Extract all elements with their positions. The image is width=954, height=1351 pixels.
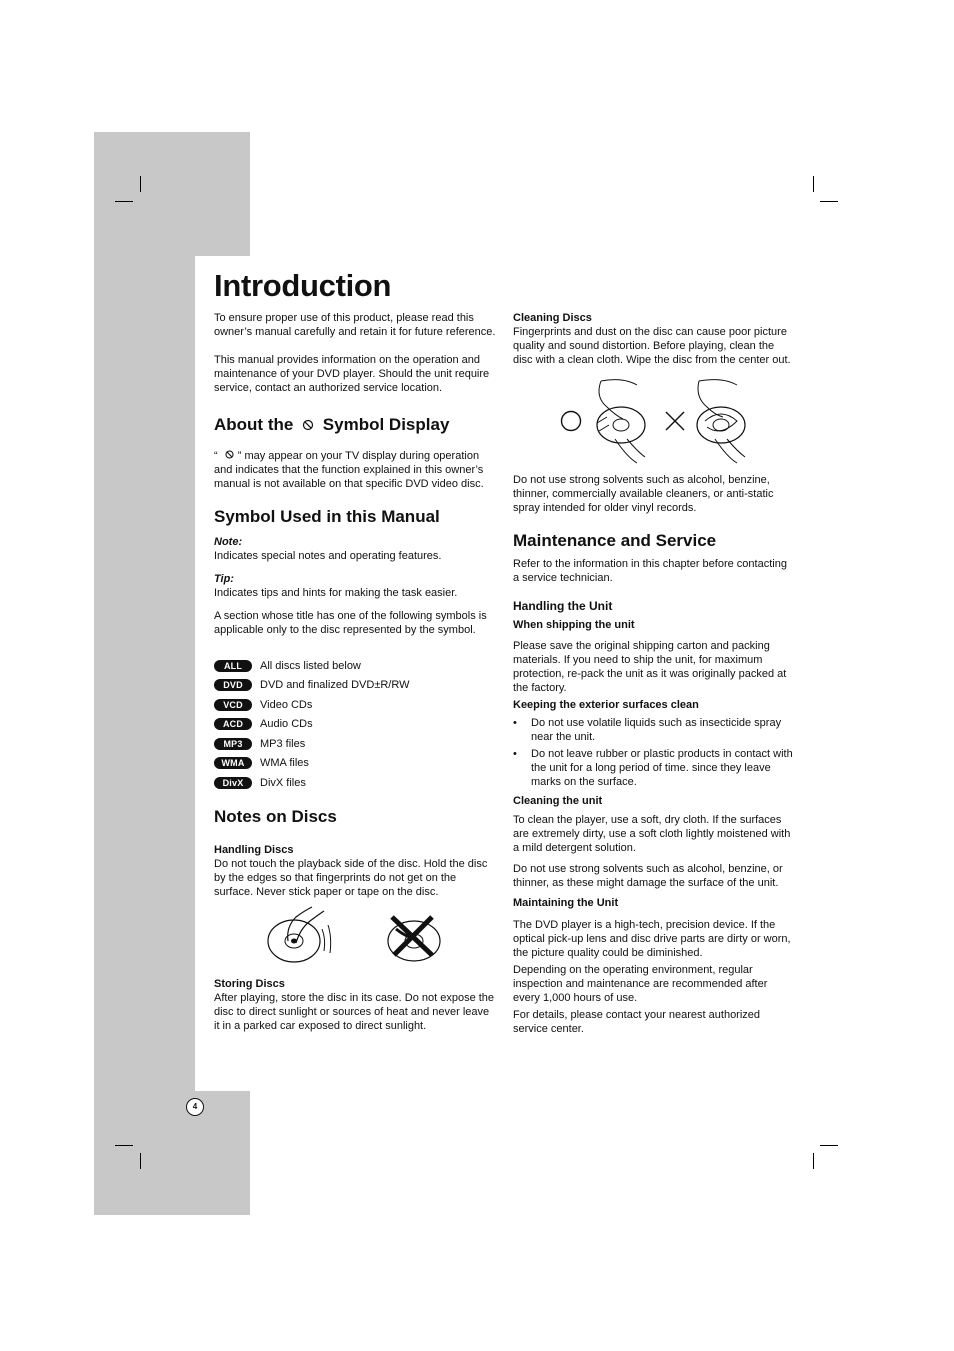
disc-badge: ALL	[214, 660, 252, 672]
disc-symbol-list	[214, 656, 496, 793]
crop-mark	[813, 1153, 814, 1169]
disc-hold-correct-icon	[266, 905, 346, 967]
tip-label: Tip:	[214, 573, 234, 586]
crop-mark	[115, 201, 133, 202]
maintaining-heading: Maintaining the Unit	[513, 897, 619, 909]
disc-symbol-row	[214, 773, 496, 793]
storing-discs-text: After playing, store the disc in its case. Do not expose the disc to direct sunlight or sources of heat and never leave it in a parked car exposed to direct sunlight.	[214, 991, 495, 1032]
storing-discs-heading: Storing Discs	[214, 977, 285, 990]
bullet-text: Do not leave rubber or plastic products in contact with the unit for a long period of time. since they leave marks on the surface.	[531, 748, 793, 788]
wipe-center-out-icon	[593, 377, 653, 467]
disc-badge: WMA	[214, 757, 252, 769]
about-symbol-heading	[214, 415, 496, 435]
disc-label: Video CDs	[260, 698, 313, 711]
tip-text: Indicates tips and hints for making the task easier.	[214, 587, 458, 600]
disc-label: All discs listed below	[260, 659, 361, 672]
correct-circle-icon	[559, 409, 583, 433]
cleaning-discs-text: Fingerprints and dust on the disc can cause poor picture quality and sound distortion. Before playing, clean the disc with a clean cloth. Wipe the disc from the center out.	[513, 326, 791, 366]
incorrect-cross-icon	[663, 409, 687, 433]
crop-mark	[115, 1145, 133, 1146]
disc-badge: DVD	[214, 679, 252, 691]
right-column	[513, 311, 795, 1036]
wipe-circular-icon	[693, 377, 753, 467]
disc-symbol-row	[214, 695, 496, 715]
symbols-heading: Symbol Used in this Manual	[214, 507, 440, 527]
intro-paragraph: To ensure proper use of this product, please read this owner’s manual carefully and retain it for future reference.	[214, 312, 496, 338]
disc-label: WMA files	[260, 757, 309, 770]
disc-symbol-row	[214, 656, 496, 676]
disc-symbol-row	[214, 715, 496, 735]
cleaning-unit-text: To clean the player, use a soft, dry cloth. If the surfaces are extremely dirty, use a soft cloth lightly moistened with a mild detergent solution.	[513, 814, 791, 854]
heading-text: About the	[214, 415, 294, 434]
crop-mark	[140, 176, 141, 192]
notes-on-discs-heading: Notes on Discs	[214, 806, 337, 826]
section-text: A section whose title has one of the following symbols is applicable only to the disc represented by the symbol.	[214, 610, 487, 637]
left-column	[214, 311, 496, 1033]
maintaining-text: Depending on the operating environment, regular inspection and maintenance are recommended after every 1,000 hours of use.	[513, 964, 768, 1004]
bullet-item	[513, 716, 795, 744]
handling-discs-text: Do not touch the playback side of the disc. Hold the disc by the edges so that fingerprints do not get on the surface. Never stick paper or tape on the disc.	[214, 857, 488, 898]
maintaining-text: The DVD player is a high-tech, precision device. If the optical pick-up lens and disc drive parts are dirty or worn, the picture quality could be diminished.	[513, 919, 791, 959]
disc-label: DVD and finalized DVD±R/RW	[260, 679, 410, 692]
disc-badge: MP3	[214, 738, 252, 750]
cleaning-discs-heading: Cleaning Discs	[513, 312, 592, 324]
maintenance-intro: Refer to the information in this chapter before contacting a service technician.	[513, 558, 787, 584]
disc-handling-illustration	[214, 905, 496, 977]
intro-paragraph: This manual provides information on the operation and maintenance of your DVD player. Should the unit require service, contact an authorized service location.	[214, 354, 490, 394]
maintaining-text: For details, please contact your nearest authorized service center.	[513, 1009, 761, 1035]
shipping-heading: When shipping the unit	[513, 619, 635, 631]
crop-mark	[820, 201, 838, 202]
disc-badge: VCD	[214, 699, 252, 711]
cleaning-unit-text: Do not use strong solvents such as alcohol, benzine, or thinner, as these might damage the surface of the unit.	[513, 863, 783, 889]
crop-mark	[813, 176, 814, 192]
note-label: Note:	[214, 536, 243, 549]
disc-label: MP3 files	[260, 737, 306, 750]
maintenance-heading: Maintenance and Service	[513, 531, 717, 550]
shipping-text: Please save the original shipping carton and packing materials. If you need to ship the unit, for maximum protection, re-pack the unit as it was originally packed at the factory.	[513, 640, 787, 694]
bullet-item	[513, 747, 795, 789]
exterior-heading: Keeping the exterior surfaces clean	[513, 699, 699, 711]
disc-cleaning-illustration	[513, 373, 795, 473]
page-number: 4	[186, 1098, 204, 1116]
disc-label: DivX files	[260, 776, 306, 789]
heading-text: Symbol Display	[322, 415, 450, 434]
handling-unit-heading: Handling the Unit	[513, 599, 613, 613]
handling-discs-heading: Handling Discs	[214, 843, 294, 856]
disc-symbol-row	[214, 676, 496, 696]
prohibition-icon	[224, 449, 235, 460]
bullet-text: Do not use volatile liquids such as insecticide spray near the unit.	[531, 717, 782, 743]
about-symbol-body: ” may appear on your TV display during operation and indicates that the function explained in this owner’s manual is not available on that specific DVD video disc.	[214, 450, 484, 491]
bullet-dot: •	[513, 717, 517, 729]
page-title: Introduction	[214, 268, 392, 303]
disc-symbol-row	[214, 734, 496, 754]
disc-badge: DivX	[214, 777, 252, 789]
disc-label: Audio CDs	[260, 718, 313, 731]
crop-mark	[820, 1145, 838, 1146]
prohibition-icon	[301, 418, 315, 432]
disc-hold-incorrect-icon	[384, 909, 454, 971]
crop-mark	[140, 1153, 141, 1169]
quote-open: “	[214, 450, 218, 462]
note-text: Indicates special notes and operating features.	[214, 550, 442, 563]
about-symbol-text	[214, 449, 496, 491]
disc-symbol-row	[214, 754, 496, 774]
cleaning-unit-heading: Cleaning the unit	[513, 795, 603, 807]
bullet-dot: •	[513, 748, 517, 760]
disc-badge: ACD	[214, 718, 252, 730]
solvent-warning-text: Do not use strong solvents such as alcohol, benzine, thinner, commercially available cleaners, or anti-static spray intended for older vinyl records.	[513, 474, 774, 514]
